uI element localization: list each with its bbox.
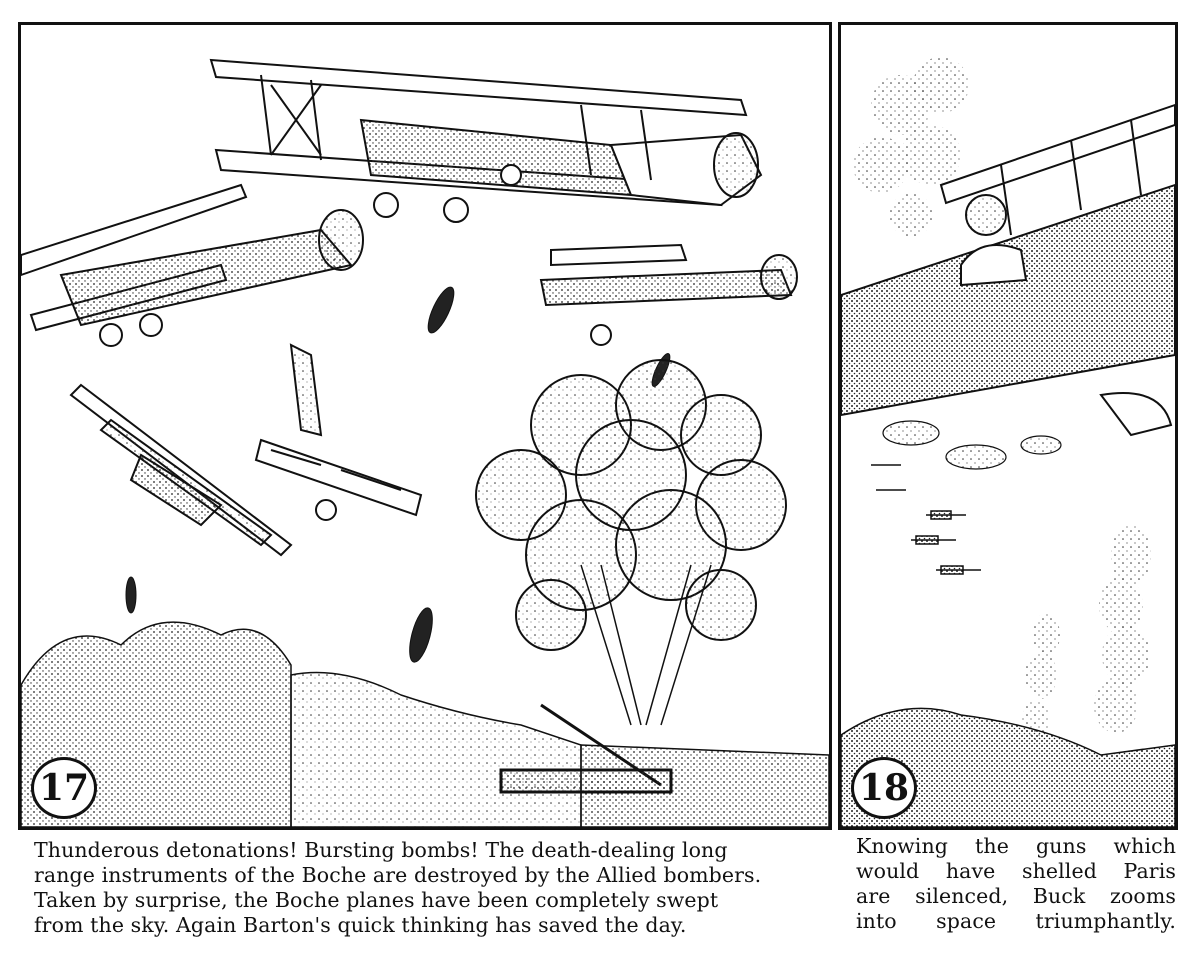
panel-17-illustration xyxy=(21,25,829,827)
caption-line: Knowing the guns which xyxy=(856,834,1176,858)
caption-line: Thunderous detonations! Bursting bombs! The death-dealing long xyxy=(34,838,728,862)
comic-panel-17 xyxy=(18,22,832,830)
caption-line: are silenced, Buck zooms xyxy=(856,884,1176,908)
left-biplane xyxy=(21,185,363,346)
falling-biplane-left xyxy=(71,385,291,555)
caption-line: Taken by surprise, the Boche planes have been completely swept xyxy=(34,888,719,912)
smoke-cloud xyxy=(853,57,969,237)
caption-panel-18 xyxy=(856,834,1176,934)
caption-line: from the sky. Again Barton's quick thinking has saved the day. xyxy=(34,913,687,937)
caption-line: into space triumphantly. xyxy=(856,909,1176,933)
caption-line: would have shelled Paris xyxy=(856,859,1176,883)
panel-number-badge-17: 17 xyxy=(31,757,97,819)
ground-explosion xyxy=(21,622,829,827)
falling-biplane-center xyxy=(256,345,421,520)
exhaust-puffs xyxy=(883,421,1061,469)
large-bomber-biplane xyxy=(211,60,761,222)
smoke-columns xyxy=(1022,525,1151,740)
panel-number-badge-18: 18 xyxy=(851,757,917,819)
caption-line: range instruments of the Boche are destroyed by the Allied bombers. xyxy=(34,863,762,887)
panel-18-illustration xyxy=(841,25,1175,827)
distant-planes xyxy=(871,465,981,574)
comic-panel-18 xyxy=(838,22,1178,830)
right-biplane xyxy=(541,245,797,345)
caption-panel-17 xyxy=(34,838,814,938)
explosion-cloud xyxy=(476,360,786,650)
